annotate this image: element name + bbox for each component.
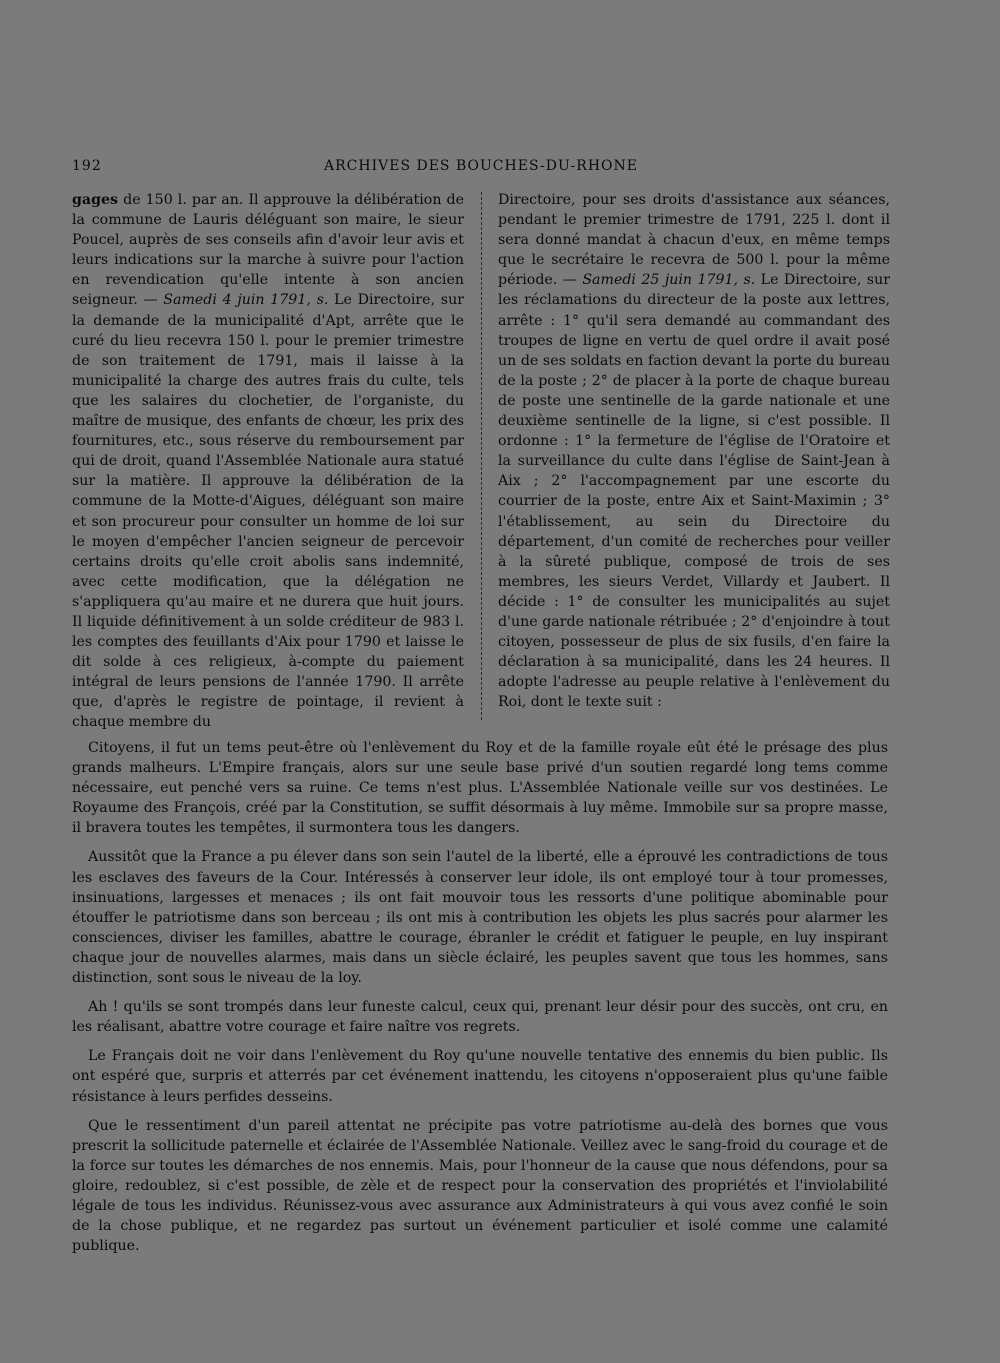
address-paragraph: Aussitôt que la France a pu élever dans son sein l'autel de la liberté, elle a éprouvé les contradictions de tous les esclaves des faveurs de la Cour. Intéressés à conserver leur idole, ils ont employé tour à tour promesses, insinuations, largesses et menaces ; ils ont fait mouvoir tous les ressorts d'une politique abominable pour étouffer le patriotisme dans son berceau ; ils ont mis à contribution les objets les plus sacrés pour alarmer les consciences, diviser les familles, abattre le courage, ébranler le crédit et fatiguer le peuple, en luy inspirant chaque jour de nouvelles alarmes, mais dans un siècle éclairé, les peuples savent que tous les hommes, sans distinction, sont sous le niveau de la loy.	[72, 849, 888, 987]
left-column	[72, 190, 464, 733]
address-to-people	[72, 738, 888, 1265]
date-heading: Samedi 4 juin 1791, s.	[163, 292, 329, 309]
left-text-part-2: Le Directoire, sur la demande de la municipalité d'Apt, arrête que le curé du lieu recevra 150 l. pour le premier trimestre de son traitement de 1791, mais il laisse à la municipalité la charge des autres frais du culte, tels que les salaires du clochetier, de l'organiste, du maître de musique, des enfants de chœur, les prix des fournitures, etc., sous réserve du remboursement par qui de droit, quand l'Assemblée Nationale aura statué sur la matière. Il approuve la délibération de la commune de la Motte-d'Aigues, déléguant son maire et son procureur pour consulter un homme de loi sur le moyen d'empêcher l'ancien seigneur de percevoir certains droits qu'elle croit abolis sans indemnité, avec cette modification, que la délégation ne s'appliquera qu'au maire et ne durera que huit jours. Il liquide définitivement à un solde créditeur de 983 l. les comptes des feuillants d'Aix pour 1790 et laisse le dit solde à ces religieux, à-compte du paiement intégral de leurs pensions de l'année 1790. Il arrête que, d'après le registre de pointage, il revient à chaque membre du	[72, 292, 464, 731]
left-text-part-1: de 150 l. par an. Il approuve la délibération de la commune de Lauris déléguant son maire, le sieur Poucel, auprès de ses conseils afin d'avoir leur avis et leurs indications sur la marche à suivre pour l'action en revendication qu'elle intente à son ancien seigneur. —	[72, 192, 464, 309]
address-paragraph: Le Français doit ne voir dans l'enlèvement du Roy qu'une nouvelle tentative des ennemis du bien public. Ils ont espéré que, surpris et atterrés par cet événement inattendu, les citoyens n'opposeraient plus qu'une faible résistance à leurs perfides desseins.	[72, 1048, 888, 1105]
date-heading: Samedi 25 juin 1791, s.	[582, 272, 756, 289]
right-column	[498, 190, 890, 712]
right-text-part-2: Le Directoire, sur les réclamations du directeur de la poste aux lettres, arrête : 1° qu'il sera demandé au commandant des troupes de ligne en vertu de quel ordre il avait posé un de ses soldats en faction devant la porte du bureau de la poste ; 2° de placer à la porte de chaque bureau de poste une sentinelle de la garde nationale et une deuxième sentinelle de la ligne, si c'est possible. Il ordonne : 1° la fermeture de l'église de l'Oratoire et la surveillance du culte dans l'église de Saint-Jean à Aix ; 2° l'accompagnement par une escorte du courrier de la poste, entre Aix et Saint-Maximin ; 3° l'établissement, au sein du Directoire du département, d'un comité de recherches pour veiller à la sûreté publique, composé de trois de ses membres, les sieurs Verdet, Villardy et Jaubert. Il décide : 1° de consulter les municipalités au sujet d'une garde nationale rétribuée ; 2° d'enjoindre à tout citoyen, possesseur de plus de six fusils, d'en faire la déclaration à sa municipalité, dans les 24 heures. Il adopte l'adresse au peuple relative à l'enlèvement du Roi, dont le texte suit :	[498, 272, 890, 711]
left-column-text	[72, 190, 464, 733]
address-paragraph: Que le ressentiment d'un pareil attentat ne précipite pas votre patriotisme au-delà des bornes que vous prescrit la sollicitude paternelle et éclairée de l'Assemblée Nationale. Veillez avec le sang-froid du courage et de la force sur toutes les démarches de nos ennemis. Mais, pour l'honneur de la cause que nous défendons, pour sa gloire, redoublez, si c'est possible, de zèle et de respect pour la conservation des propriétés et l'inviolabilité légale de tous les individus. Réunissez-vous avec assurance aux Administrateurs à qui vous avez confié le soin de la chose publique, et ne regardez pas surtout un événement particulier et isolé comme une calamité publique.	[72, 1117, 888, 1255]
right-column-text	[498, 190, 890, 712]
page-number: 192	[72, 158, 102, 174]
right-text-part-1: Directoire, pour ses droits d'assistance aux séances, pendant le premier trimestre de 1791, 225 l. dont il sera donné mandat à chacun d'eux, en même temps que le secrétaire le recevra de 500 l. pour la même période. —	[498, 192, 890, 289]
running-title: ARCHIVES DES BOUCHES-DU-RHONE	[324, 158, 638, 174]
address-paragraph: Ah ! qu'ils se sont trompés dans leur funeste calcul, ceux qui, prenant leur désir pour des succès, ont cru, en les réalisant, abattre votre courage et faire naître vos regrets.	[72, 999, 888, 1036]
column-divider	[481, 192, 482, 720]
address-paragraph: Citoyens, il fut un tems peut-être où l'enlèvement du Roy et de la famille royale eût été le présage des plus grands malheurs. L'Empire français, alors sur une seule base privé d'un soutien regardé long tems comme nécessaire, eut penché vers sa ruine. Ce tems n'est plus. L'Assemblée Nationale veille sur vos destinées. Le Royaume des François, créé par la Constitution, se suffit désormais à luy même. Immobile sur sa propre masse, il bravera toutes les tempêtes, il surmontera tous les dangers.	[72, 740, 888, 837]
page-header	[72, 158, 890, 182]
bold-lead-word: gages	[72, 192, 119, 208]
